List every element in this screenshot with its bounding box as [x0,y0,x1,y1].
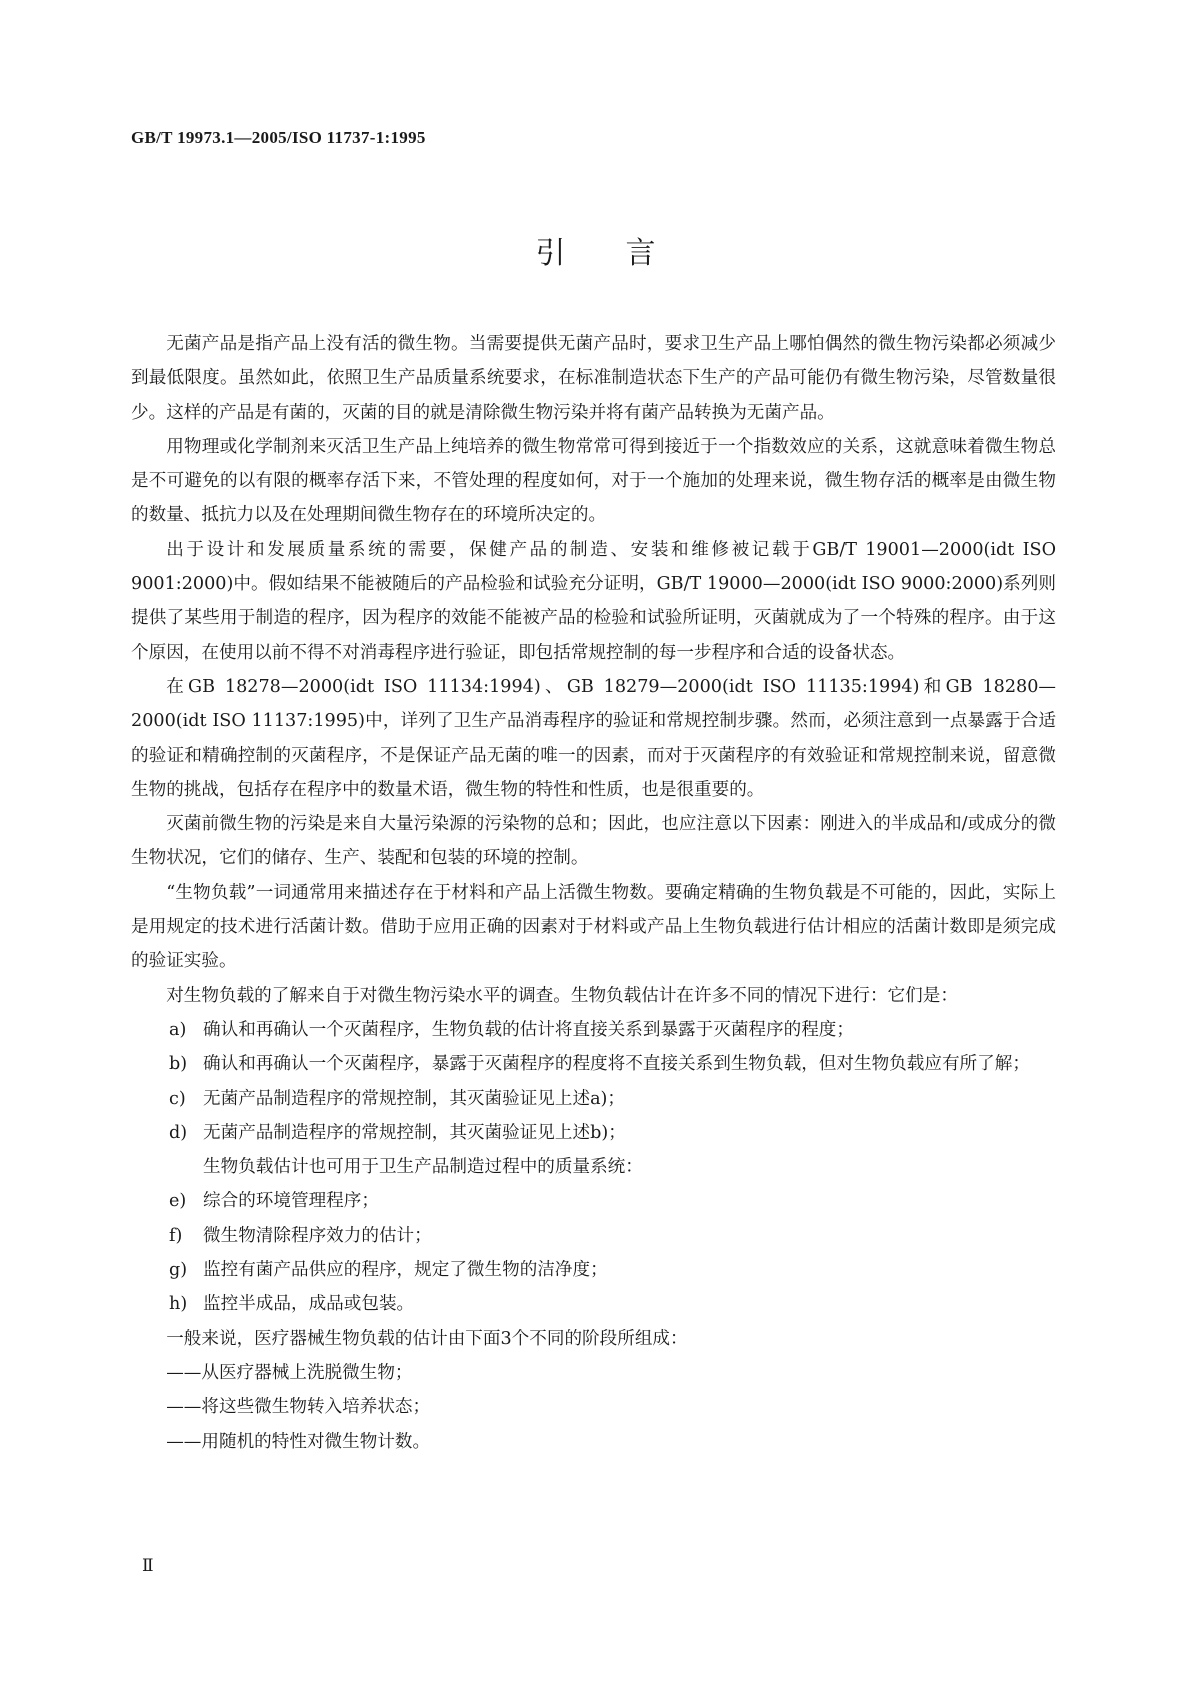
paragraph: 灭菌前微生物的污染是来自大量污染源的污染物的总和；因此，也应注意以下因素：刚进入的半成品和/或成分的微生物状况，它们的储存、生产、装配和包装的环境的控制。 [131,814,1056,869]
list-marker: f) [169,1225,183,1246]
list-item-text: 监控有菌产品供应的程序，规定了微生物的洁净度； [203,1260,608,1281]
list-item-text: 微生物清除程序效力的估计； [203,1225,432,1246]
list-marker: c) [169,1088,186,1109]
list-marker: d) [169,1122,188,1143]
standard-number-header: GB/T 19973.1—2005/ISO 11737-1:1995 [131,128,426,147]
list-marker: g) [169,1260,188,1281]
stage-item: ——用随机的特性对微生物计数。 [166,1431,431,1452]
paragraph: 对生物负载的了解来自于对微生物污染水平的调查。生物负载估计在许多不同的情况下进行：它们是： [166,985,958,1006]
paragraph: 无菌产品是指产品上没有活的微生物。当需要提供无菌产品时，要求卫生产品上哪怕偶然的微生物污染都必须减少到最低限度。虽然如此，依照卫生产品质量系统要求，在标准制造状态下生产的产品可能仍有微生物污染，尽管数量很少。这样的产品是有菌的，灭菌的目的就是清除微生物污染并将有菌产品转换为无菌产品。 [131,334,1056,423]
list-item [131,1253,1056,1287]
list-item-text: 确认和再确认一个灭菌程序，生物负载的估计将直接关系到暴露于灭菌程序的程度； [203,1019,854,1040]
list-continuation: 生物负载估计也可用于卫生产品制造过程中的质量系统： [203,1157,643,1178]
list-item-text: 无菌产品制造程序的常规控制，其灭菌验证见上述b)； [203,1122,626,1143]
stages-intro: 一般来说，医疗器械生物负载的估计由下面3个不同的阶段所组成： [166,1328,688,1349]
stage-item: ——将这些微生物转入培养状态； [166,1397,431,1418]
list-item [131,1082,1056,1116]
list-item-text: 综合的环境管理程序； [203,1191,379,1212]
list-item [131,1184,1056,1218]
list-item-text: 无菌产品制造程序的常规控制，其灭菌验证见上述a)； [203,1088,626,1109]
paragraph: “生物负载”一词通常用来描述存在于材料和产品上活微生物数。要确定精确的生物负载是不可能的，因此，实际上是用规定的技术进行活菌计数。借助于应用正确的因素对于材料或产品上生物负载进行估计相应的活菌计数即是须完成的验证实验。 [131,882,1056,972]
paragraph: 在GB 18278—2000(idt ISO 11134:1994)、GB 18279—2000(idt ISO 11135:1994)和GB 18280—2000(idt ISO 11137:1995)中，详列了卫生产品消毒程序的验证和常规控制步骤。然而，必须注意到一点暴露于合适的验证和精确控制的灭菌程序，不是保证产品无菌的唯一的因素，而对于灭菌程序的有效验证和常规控制来说，留意微生物的挑战，包括存在程序中的数量术语，微生物的特性和性质，也是很重要的。 [131,676,1056,800]
list-item-text: 监控半成品，成品或包装。 [203,1294,415,1315]
body-text [131,327,1056,1459]
page-title: 引言 [535,236,716,271]
list-item [131,1219,1056,1253]
list-marker: b) [169,1054,188,1075]
list-item [131,1116,1056,1150]
list-item [131,1013,1056,1047]
paragraph: 出于设计和发展质量系统的需要，保健产品的制造、安装和维修被记载于GB/T 19001—2000(idt ISO 9001:2000)中。假如结果不能被随后的产品检验和试验充分证明，GB/T 19000—2000(idt ISO 9000:2000)系列则提供了某些用于制造的程序，因为程序的效能不能被产品的检验和试验所证明，灭菌就成为了一个特殊的程序。由于这个原因，在使用以前不得不对消毒程序进行验证，即包括常规控制的每一步程序和合适的设备状态。 [131,539,1056,663]
list-item-text: 确认和再确认一个灭菌程序，暴露于灭菌程序的程度将不直接关系到生物负载，但对生物负载应有所了解； [203,1054,1030,1075]
page-number: Ⅱ [142,1556,154,1575]
list-item [131,1287,1056,1321]
list-marker: a) [169,1019,187,1040]
paragraph: 用物理或化学制剂来灭活卫生产品上纯培养的微生物常常可得到接近于一个指数效应的关系，这就意味着微生物总是不可避免的以有限的概率存活下来，不管处理的程度如何，对于一个施加的处理来说，微生物存活的概率是由微生物的数量、抵抗力以及在处理期间微生物存在的环境所决定的。 [131,436,1056,526]
list-item [131,1047,1056,1081]
list-marker: h) [169,1294,188,1315]
list-marker: e) [169,1191,187,1212]
stage-item: ——从医疗器械上洗脱微生物； [166,1362,413,1383]
